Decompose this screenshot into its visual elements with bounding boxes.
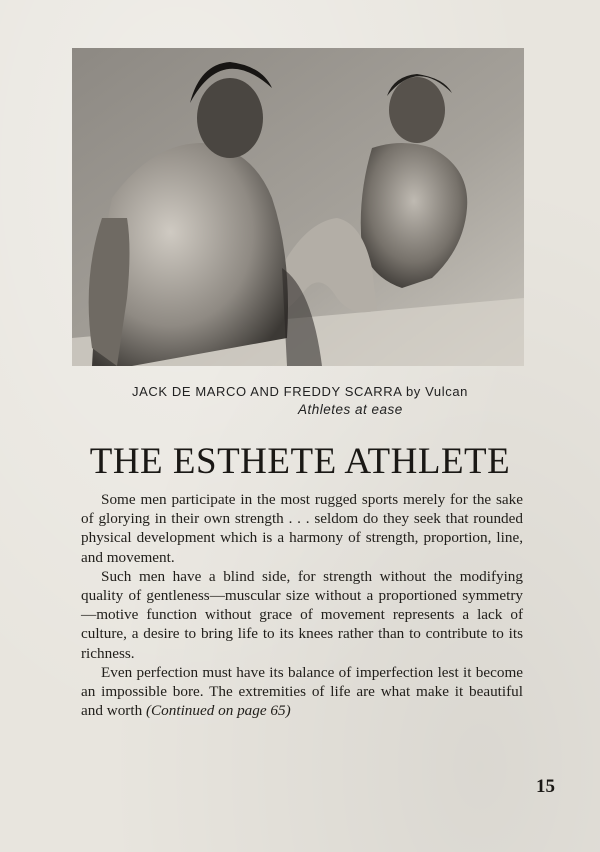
page-number: 15: [536, 776, 555, 797]
photo-caption-subtitle: Athletes at ease: [298, 402, 403, 417]
article-paragraph: Some men participate in the most rugged sports merely for the sake of glorying in their own strength . . . seldom do they seek that rounded physical development which is a harmony of strength, proportion, line, and movement.: [81, 491, 523, 566]
article-body: [81, 490, 523, 720]
article-paragraph: [81, 663, 523, 721]
article-paragraph: Such men have a blind side, for strength without the modifying quality of gentleness—muscular size without a proportioned symmetry—motive function without grace of movement represents a lack of culture, a desire to bring life to its knees rather than to contribute to its richness.: [81, 567, 523, 662]
photo-two-athletes: [72, 48, 524, 366]
article-paragraph-text: Even perfection must have its balance of imperfection lest it become an impossible bore. The extremities of life are what make it beautiful and worth: [81, 663, 523, 720]
continued-link[interactable]: (Continued on page 65): [145, 702, 291, 720]
photo-caption-credit: JACK DE MARCO AND FREDDY SCARRA by Vulcan: [132, 384, 468, 399]
article-title: THE ESTHETE ATHLETE: [89, 441, 511, 482]
